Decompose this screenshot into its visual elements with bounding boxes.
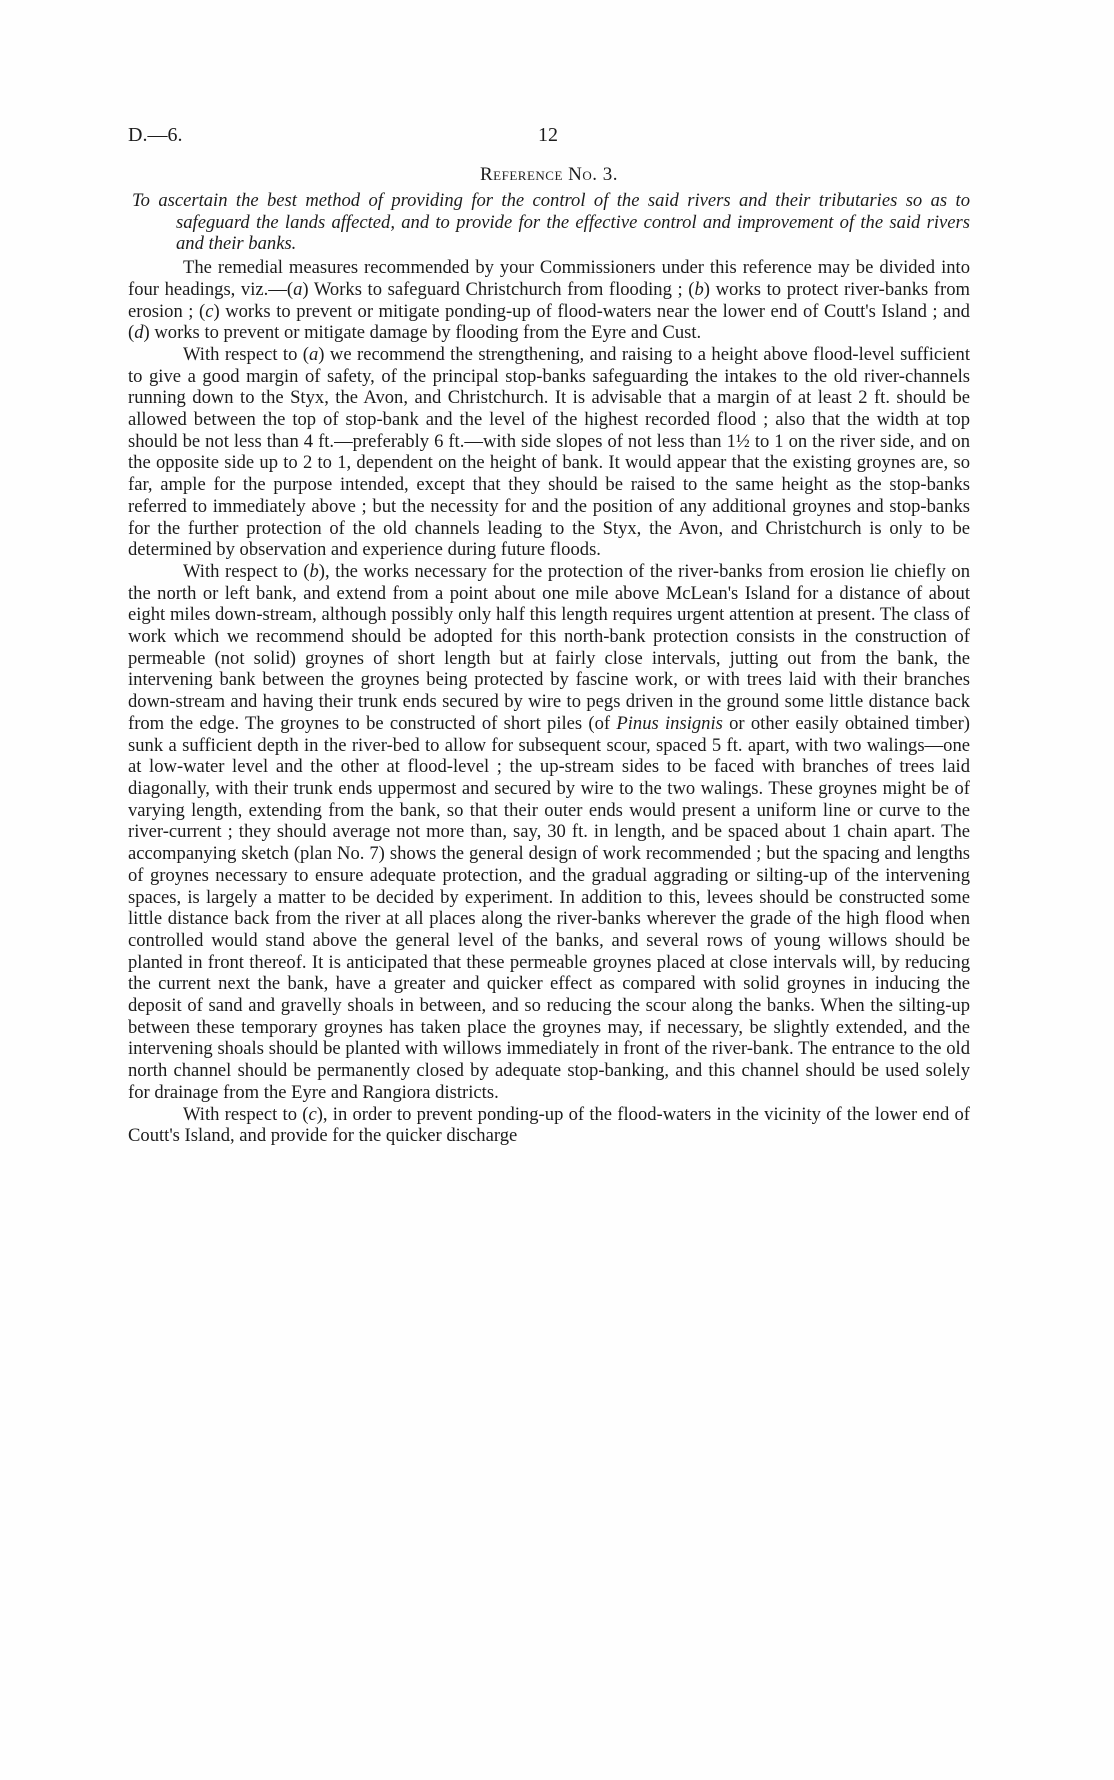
section-title: Reference No. 3.	[479, 164, 618, 185]
item-letter: c	[205, 300, 214, 322]
paragraph-ponding	[128, 1104, 970, 1147]
text-run: ) Works to safeguard Christchurch from flooding ; (	[302, 278, 695, 300]
text-run: The remedial measures recommended by your Commissioners under this reference may be divided into four headings, viz.—(	[128, 257, 970, 300]
item-letter: d	[134, 322, 144, 344]
text-run: ), the works necessary for the protection of the river-banks from erosion lie chiefly on the north or left bank, and extend from a point about one mile above McLean's Island for a distance of about eight miles down-stream, although possibly only half this length requires urgent attention at present. The class of work which we recommend should be adopted for this north-bank protection consists in the construction of permeable (not solid) groynes of short length but at fairly close intervals, jutting out from the bank, the intervening bank between the groynes being protected by fascine work, or with trees laid with their branches down-stream and having their trunk ends secured by wire to pegs driven in the ground some little distance back from the edge. The groynes to be constructed of short piles (of	[128, 560, 970, 734]
item-letter: c	[308, 1103, 317, 1125]
paragraph-groynes	[128, 561, 970, 1104]
text-run: ) works to prevent or mitigate ponding-up of flood-waters near the lower end of Coutt's Island ; and (	[128, 300, 970, 344]
text-run: With respect to (	[183, 1103, 309, 1125]
page-number: 12	[538, 124, 558, 146]
page-body	[128, 160, 970, 1147]
text-run: ) works to prevent or mitigate damage by flooding from the Eyre and Cust.	[143, 322, 702, 344]
text-run: With respect to (	[183, 343, 309, 365]
paragraph-headings	[128, 257, 970, 344]
item-letter: a	[309, 343, 319, 365]
text-run: ), in order to prevent ponding-up of the flood-waters in the vicinity of the lower end of Coutt's Island, and provide for the quicker discharge	[128, 1103, 971, 1147]
text-run: With respect to (	[183, 560, 310, 582]
paragraph-stop-banks	[128, 344, 970, 561]
text-run: or other easily obtained timber) sunk a sufficient depth in the river-bed to allow for subsequent scour, spaced 5 ft. apart, with two walings—one at low-water level and the other at flood-level ; the up-stream sides to be faced with branches of trees laid diagonally, with their trunk ends uppermost and secured by wire to the two walings. These groynes might be of varying length, extending from the bank, so that their outer ends would present a uniform line or curve to the river-current ; they should average not more than, say, 30 ft. in length, and be spaced about 1 chain apart. The accompanying sketch (plan No. 7) shows the general design of work recommended ; but the spacing and lengths of groynes necessary to ensure adequate protection, and the gradual aggrading or silting-up of the intervening spaces, is largely a matter to be decided by experiment. In addition to this, levees should be constructed some little distance back from the river at all places along the river-banks wherever the grade of the high flood when controlled would stand above the general level of the banks, and several rows of young willows should be planted in front thereof. It is anticipated that these permeable groynes placed at close intervals will, by reducing the current next the bank, have a greater and quicker effect as compared with solid groynes in inducing the deposit of sand and gravelly shoals in between, and so reducing the scour along the banks. When the silting-up between these temporary groynes has taken place the groynes may, if necessary, be slightly extended, and the intervening shoals should be planted with willows immediately in front of the river-bank. The entrance to the old north channel should be permanently closed by adequate stop-banking, and this channel should be used solely for drainage from the Eyre and Rangiora districts.	[128, 712, 970, 1103]
text-run: ) we recommend the strengthening, and raising to a height above flood-level sufficient to give a good margin of safety, of the principal stop-banks safeguarding the intakes to the old river-channels running down to the Styx, the Avon, and Christchurch. It is advisable that a margin of at least 2 ft. should be allowed between the top of stop-bank and the level of the highest recorded flood ; also that the width at top should be not less than 4 ft.—preferably 6 ft.—with side slopes of not less than 1½ to 1 on the river side, and on the opposite side up to 2 to 1, dependent on the height of bank. It would appear that the existing groynes are, so far, ample for the purpose intended, except that they should be raised to the same height as the stop-banks referred to immediately above ; but the necessity for and the position of any additional groynes and stop-banks for the further protection of the old channels leading to the Styx, the Avon, and Christchurch is only to be determined by observation and experience during future floods.	[128, 343, 971, 561]
reference-code: D.—6.	[128, 124, 183, 146]
item-letter: b	[309, 560, 319, 582]
reference-terms: To ascertain the best method of providing for the control of the said rivers and their tributaries so as to safeguard the lands affected, and to provide for the effective control and improvement of the said rivers and their banks.	[132, 190, 970, 255]
text-run: ) works to protect river-banks from erosion ; (	[128, 278, 970, 322]
item-letter: b	[694, 278, 704, 300]
species-name: Pinus insignis	[616, 712, 723, 734]
item-letter: a	[293, 278, 303, 300]
page-header	[128, 124, 968, 150]
